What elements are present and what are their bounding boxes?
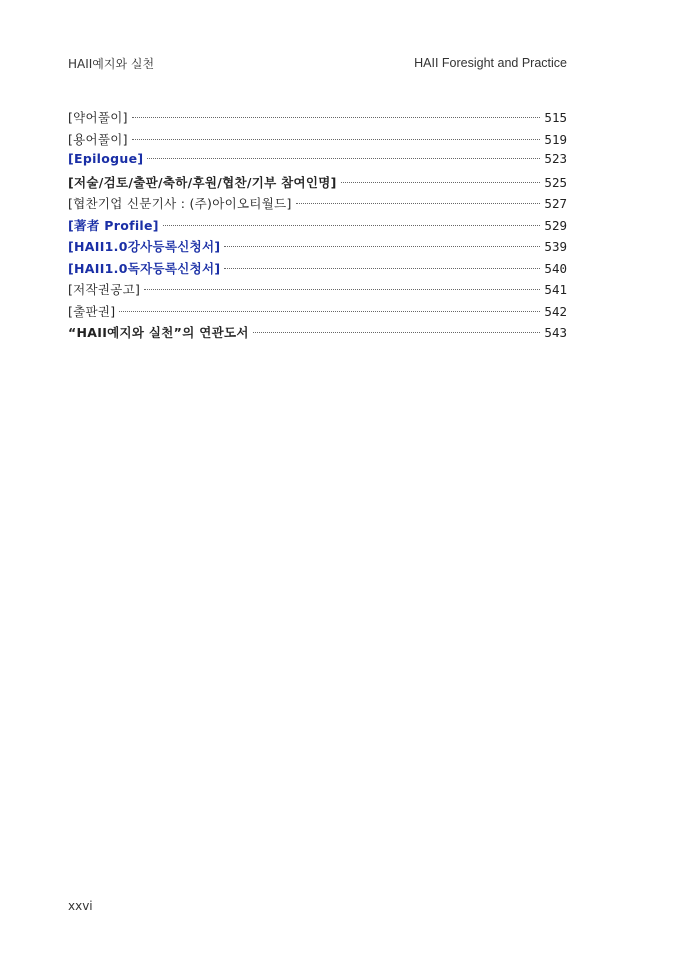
toc-dot-leader <box>144 289 540 290</box>
toc-entry[interactable] <box>68 237 567 259</box>
toc-dot-leader <box>296 203 541 204</box>
toc-entry[interactable] <box>68 194 567 216</box>
toc-entry-title: [HAII1.0독자등록신청서] <box>68 260 221 276</box>
page-header <box>68 55 567 71</box>
toc-dot-leader <box>253 332 541 333</box>
toc-entry[interactable] <box>68 259 567 281</box>
toc-entry-page: 539 <box>544 239 567 254</box>
toc-dot-leader <box>224 246 540 247</box>
toc-dot-leader <box>132 117 541 118</box>
toc-entry[interactable] <box>68 323 567 345</box>
toc-entry-title: [HAII1.0강사등록신청서] <box>68 239 221 254</box>
toc-entry[interactable] <box>68 302 567 324</box>
toc-entry-title: [출판권] <box>68 303 116 319</box>
toc-entry-title: [용어풀이] <box>68 131 128 147</box>
toc-entry-title: [저술/검토/출판/축하/후원/협찬/기부 참여인명] <box>68 174 337 190</box>
page-number: xxvi <box>68 899 93 913</box>
toc-entry-page: 542 <box>544 303 567 319</box>
toc-entry-title: [Epilogue] <box>68 151 144 166</box>
toc-entry-page: 543 <box>544 325 567 340</box>
toc-entry-page: 541 <box>544 282 567 297</box>
toc-entry[interactable] <box>68 151 567 173</box>
toc-entry[interactable] <box>68 216 567 238</box>
header-book-title-english: HAII Foresight and Practice <box>414 56 567 70</box>
toc-entry[interactable] <box>68 130 567 152</box>
toc-entry-title: “HAII예지와 실천”의 연관도서 <box>68 325 249 340</box>
toc-entry-page: 540 <box>544 260 567 276</box>
toc-dot-leader <box>119 311 540 312</box>
header-book-title-korean: HAII예지와 실천 <box>68 56 155 71</box>
toc-dot-leader <box>147 158 540 159</box>
toc-entry[interactable] <box>68 173 567 195</box>
toc-entry-page: 519 <box>544 131 567 147</box>
toc-entry-title: [저작권공고] <box>68 282 141 297</box>
toc-entry[interactable] <box>68 108 567 130</box>
toc-dot-leader <box>341 182 541 183</box>
toc-entry-page: 525 <box>544 174 567 190</box>
table-of-contents <box>68 108 567 345</box>
toc-entry-title: [약어풀이] <box>68 110 128 125</box>
toc-entry-title: [著者 Profile] <box>68 217 159 233</box>
toc-dot-leader <box>224 268 540 269</box>
toc-entry-page: 529 <box>544 217 567 233</box>
toc-dot-leader <box>132 139 541 140</box>
toc-entry-page: 523 <box>544 151 567 166</box>
toc-entry[interactable] <box>68 280 567 302</box>
toc-entry-page: 515 <box>544 110 567 125</box>
toc-dot-leader <box>163 225 541 226</box>
toc-entry-title: [협찬기업 신문기사 : (주)아이오티월드] <box>68 196 292 211</box>
toc-entry-page: 527 <box>544 196 567 211</box>
